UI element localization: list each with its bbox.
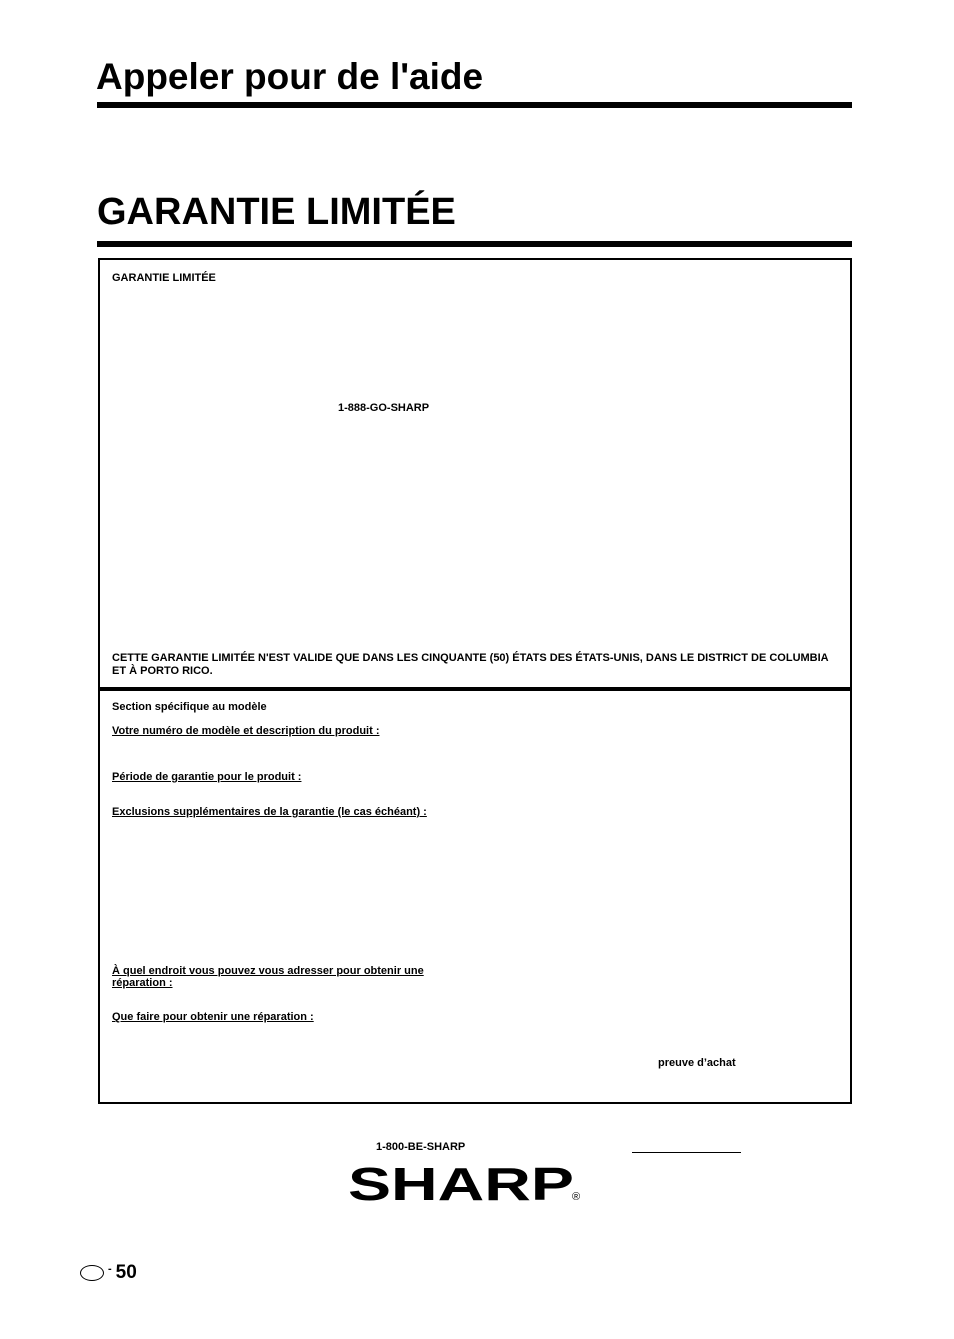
validity-text-line1: CETTE GARANTIE LIMITÉE N'EST VALIDE QUE DANS LES CINQUANTE (50) ÉTATS DES ÉTATS-UNIS, DANS LE DISTRICT DE COLUMBIA bbox=[112, 652, 829, 664]
what-to-do-label: Que faire pour obtenir une réparation : bbox=[112, 1011, 314, 1023]
sharp-logo bbox=[346, 1160, 586, 1206]
model-section-box bbox=[98, 687, 852, 1104]
warranty-heading: GARANTIE LIMITÉE bbox=[112, 272, 216, 284]
section-rule bbox=[97, 241, 852, 247]
where-repair-label-line1: À quel endroit vous pouvez vous adresser pour obtenir une bbox=[112, 965, 424, 977]
model-description-label: Votre numéro de modèle et description du produit : bbox=[112, 725, 380, 737]
language-oval-icon bbox=[80, 1265, 104, 1281]
proof-of-purchase: preuve d’achat bbox=[658, 1057, 736, 1069]
registered-mark: ® bbox=[572, 1191, 581, 1203]
validity-text-line2: ET À PORTO RICO. bbox=[112, 665, 213, 677]
sharp-logo-text: SHARP bbox=[348, 1160, 574, 1206]
signature-line bbox=[632, 1152, 741, 1153]
page-number-value: 50 bbox=[115, 1262, 137, 1283]
footer-phone: 1-800-BE-SHARP bbox=[376, 1141, 466, 1153]
model-section-title: Section spécifique au modèle bbox=[112, 701, 267, 713]
title-rule bbox=[97, 102, 852, 108]
exclusions-label: Exclusions supplémentaires de la garantie (le cas échéant) : bbox=[112, 806, 427, 818]
where-repair-label-line2: réparation : bbox=[112, 977, 173, 989]
page-number-dash: - bbox=[108, 1263, 112, 1275]
warranty-phone: 1-888-GO-SHARP bbox=[338, 402, 430, 414]
section-title: GARANTIE LIMITÉE bbox=[97, 191, 456, 233]
warranty-box bbox=[98, 258, 852, 691]
warranty-period-label: Période de garantie pour le produit : bbox=[112, 771, 302, 783]
page-title: Appeler pour de l'aide bbox=[96, 56, 484, 97]
page-number bbox=[80, 1262, 137, 1284]
